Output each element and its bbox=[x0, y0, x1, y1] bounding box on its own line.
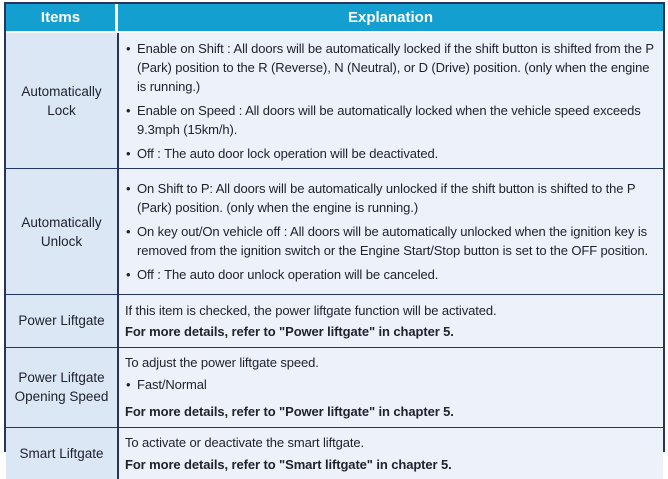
settings-table bbox=[4, 2, 665, 452]
explanation-text: To adjust the power liftgate speed. bbox=[125, 355, 319, 370]
bullet-icon: • bbox=[126, 265, 130, 284]
explanation-text: Enable on Speed : All doors will be automatically locked when the vehicle speed exceeds 9.3mph (15km/h). bbox=[137, 103, 641, 137]
explanation-text: Enable on Shift : All doors will be automatically locked if the shift button is shifted from the P (Park) position to the R (Reverse), N (Neutral), or D (Drive) position. (only when the engine is running.) bbox=[137, 41, 654, 94]
bullet-item bbox=[125, 179, 655, 217]
item-cell: Automatically Lock bbox=[6, 33, 119, 168]
item-cell: Power Liftgate Opening Speed bbox=[6, 348, 119, 427]
note-line bbox=[125, 402, 655, 421]
bullet-icon: • bbox=[126, 375, 130, 394]
bullet-icon: • bbox=[126, 144, 130, 163]
table-row bbox=[6, 427, 663, 479]
explanation-text: On Shift to P: All doors will be automatically unlocked if the shift button is shifted to the P (Park) position. (only when the engine is running.) bbox=[137, 181, 635, 215]
bullet-item bbox=[125, 222, 655, 260]
explanation-cell bbox=[119, 295, 663, 347]
explanation-text: For more details, refer to "Power liftgate" in chapter 5. bbox=[125, 324, 454, 339]
explanation-text: If this item is checked, the power liftgate function will be activated. bbox=[125, 303, 497, 318]
explanation-cell bbox=[119, 428, 663, 479]
explanation-text: For more details, refer to "Smart liftgate" in chapter 5. bbox=[125, 457, 452, 472]
explanation-text: Fast/Normal bbox=[137, 377, 207, 392]
explanation-cell bbox=[119, 33, 663, 168]
table-body bbox=[6, 33, 663, 479]
item-cell: Automatically Unlock bbox=[6, 169, 119, 294]
bullet-item bbox=[125, 101, 655, 139]
explanation-text: For more details, refer to "Power liftgate" in chapter 5. bbox=[125, 404, 454, 419]
explanation-line bbox=[125, 353, 655, 372]
note-line bbox=[125, 455, 655, 474]
bullet-icon: • bbox=[126, 39, 130, 58]
table-row bbox=[6, 294, 663, 347]
header-explanation: Explanation bbox=[118, 4, 663, 31]
explanation-line bbox=[125, 301, 655, 320]
table-row bbox=[6, 347, 663, 427]
bullet-item bbox=[125, 265, 655, 284]
explanation-text: Off : The auto door unlock operation will be canceled. bbox=[137, 267, 438, 282]
explanation-cell bbox=[119, 348, 663, 427]
explanation-cell bbox=[119, 169, 663, 294]
table-header bbox=[6, 4, 663, 33]
explanation-text: To activate or deactivate the smart liftgate. bbox=[125, 435, 364, 450]
explanation-text: Off : The auto door lock operation will be deactivated. bbox=[137, 146, 438, 161]
note-line bbox=[125, 322, 655, 341]
table-row bbox=[6, 33, 663, 168]
explanation-text: On key out/On vehicle off : All doors will be automatically unlocked when the ignition key is removed from the ignition switch or the Engine Start/Stop button is set to the OFF position. bbox=[137, 224, 648, 258]
item-cell: Power Liftgate bbox=[6, 295, 119, 347]
header-items: Items bbox=[6, 4, 118, 31]
bullet-icon: • bbox=[126, 222, 130, 241]
explanation-line bbox=[125, 433, 655, 452]
bullet-icon: • bbox=[126, 101, 130, 120]
bullet-item bbox=[125, 144, 655, 163]
bullet-icon: • bbox=[126, 179, 130, 198]
item-cell: Smart Liftgate bbox=[6, 428, 119, 479]
table-row bbox=[6, 168, 663, 294]
bullet-item bbox=[125, 39, 655, 96]
bullet-item bbox=[125, 375, 655, 394]
